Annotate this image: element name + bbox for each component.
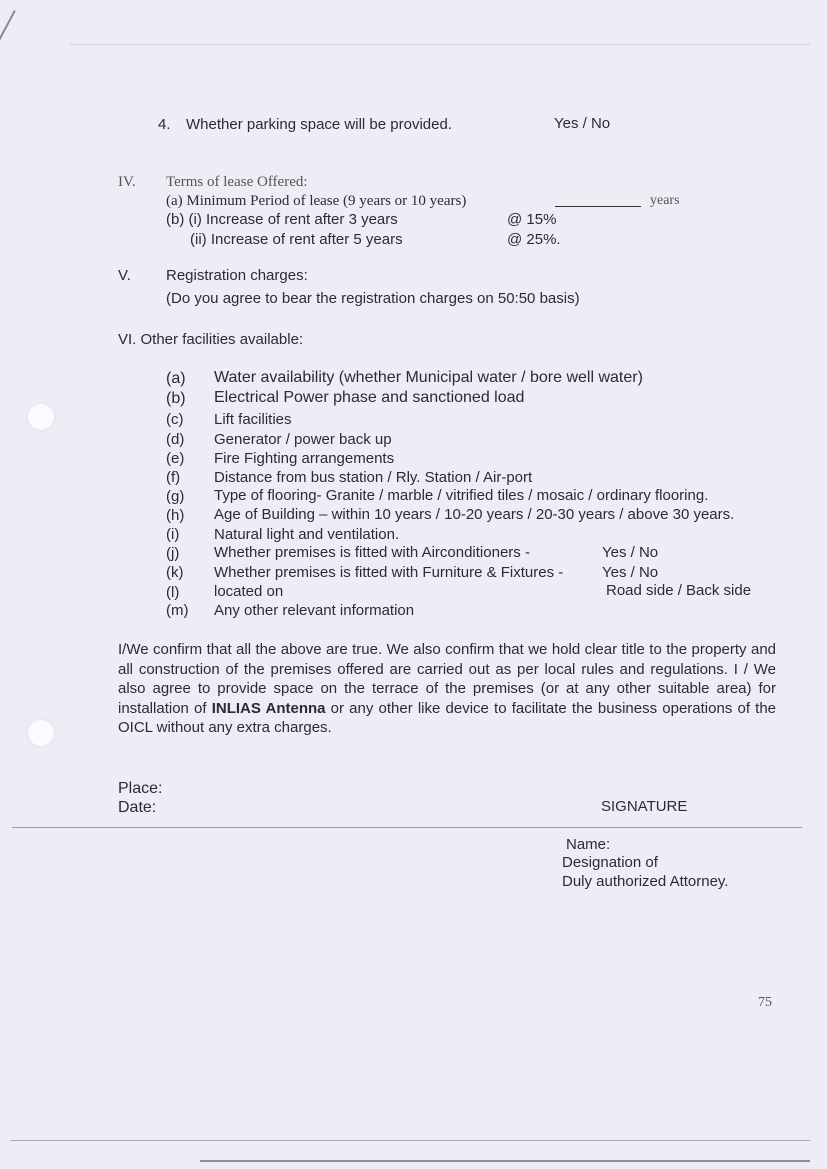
facility-text: located on	[214, 583, 284, 600]
section-iv-title: Terms of lease Offered:	[166, 174, 308, 190]
place-label: Place:	[118, 780, 163, 797]
scan-mark-bottom	[10, 1140, 810, 1141]
facility-text: Water availability (whether Municipal water / bore well water)	[214, 369, 643, 386]
facility-text: Fire Fighting arrangements	[214, 450, 395, 467]
facility-option: Yes / No	[602, 544, 659, 561]
item4-number: 4.	[158, 116, 171, 133]
declaration-bold: INLIAS Antenna	[211, 699, 326, 717]
facility-letter: (c)	[166, 411, 184, 428]
facility-letter: (j)	[166, 545, 180, 562]
item4-question: Whether parking space will be provided.	[186, 116, 452, 133]
declaration-part2: or any other like device to facilitate the business operations of the OICL without any extra charges.	[118, 699, 777, 736]
attorney-label: Duly authorized Attorney.	[562, 873, 729, 890]
item4-answer: Yes / No	[554, 115, 611, 132]
signature-label: SIGNATURE	[601, 798, 688, 815]
facility-text: Any other relevant information	[214, 602, 415, 619]
facility-text: Distance from bus station / Rly. Station / Air-port	[214, 469, 533, 486]
scan-mark-top-line	[70, 44, 810, 45]
section-v-note: (Do you agree to bear the registration charges on 50:50 basis)	[166, 290, 580, 307]
facility-letter: (h)	[166, 507, 185, 524]
section-iv-numeral: IV.	[118, 174, 136, 190]
facility-letter: (f)	[166, 469, 181, 486]
rent-increase-3y-rate: @ 15%	[507, 211, 557, 228]
lease-period-blank[interactable]	[555, 206, 641, 207]
section-v-title: Registration charges:	[166, 267, 308, 284]
facility-letter: (g)	[166, 488, 185, 505]
page-number: 75	[758, 995, 772, 1010]
scan-mark-bottom-2	[200, 1160, 810, 1162]
lease-period-label: (a) Minimum Period of lease (9 years or 10 years)	[166, 193, 467, 209]
section-vi-heading: VI. Other facilities available:	[118, 331, 304, 348]
facility-text: Whether premises is fitted with Furniture & Fixtures -	[214, 564, 564, 581]
signature-divider	[12, 827, 802, 828]
punch-hole-upper	[28, 404, 54, 430]
designation-label: Designation of	[562, 854, 658, 871]
facility-text: Natural light and ventilation.	[214, 526, 400, 543]
lease-period-unit: years	[650, 193, 680, 208]
facility-option: Yes / No	[602, 564, 659, 581]
facility-letter: (l)	[166, 584, 180, 601]
facility-text: Generator / power back up	[214, 431, 392, 448]
declaration-paragraph	[118, 640, 776, 738]
rent-increase-5y-rate: @ 25%.	[507, 231, 561, 248]
facility-text: Age of Building – within 10 years / 10-20 years / 20-30 years / above 30 years.	[214, 506, 735, 523]
facility-letter: (i)	[166, 526, 180, 543]
facility-text: Lift facilities	[214, 411, 292, 428]
facility-letter: (b)	[166, 390, 186, 407]
facility-letter: (m)	[166, 602, 189, 619]
rent-increase-5y-label: (ii) Increase of rent after 5 years	[190, 231, 403, 248]
facility-text: Type of flooring- Granite / marble / vitrified tiles / mosaic / ordinary flooring.	[214, 487, 709, 504]
rent-increase-3y-label: (b) (i) Increase of rent after 3 years	[166, 211, 398, 228]
facility-letter: (e)	[166, 450, 185, 467]
name-label: Name:	[566, 836, 611, 853]
facility-option: Road side / Back side	[606, 582, 752, 599]
facility-letter: (k)	[166, 564, 184, 581]
punch-hole-lower	[28, 720, 54, 746]
date-label: Date:	[118, 799, 157, 816]
scan-mark-top-left	[0, 10, 16, 87]
declaration-part1: I/We confirm that all the above are true. We also confirm that we hold clear title to the property and all construction of the premises offered are carried out as per local rules and regulations. I / We also agree to provide space on the terrace of the premises (or at any other suitable area) for installation of	[118, 641, 776, 717]
facility-letter: (d)	[166, 431, 185, 448]
facility-text: Whether premises is fitted with Airconditioners -	[214, 544, 530, 561]
facility-letter: (a)	[166, 370, 186, 387]
section-v-numeral: V.	[118, 267, 131, 284]
facility-text: Electrical Power phase and sanctioned load	[214, 389, 525, 406]
